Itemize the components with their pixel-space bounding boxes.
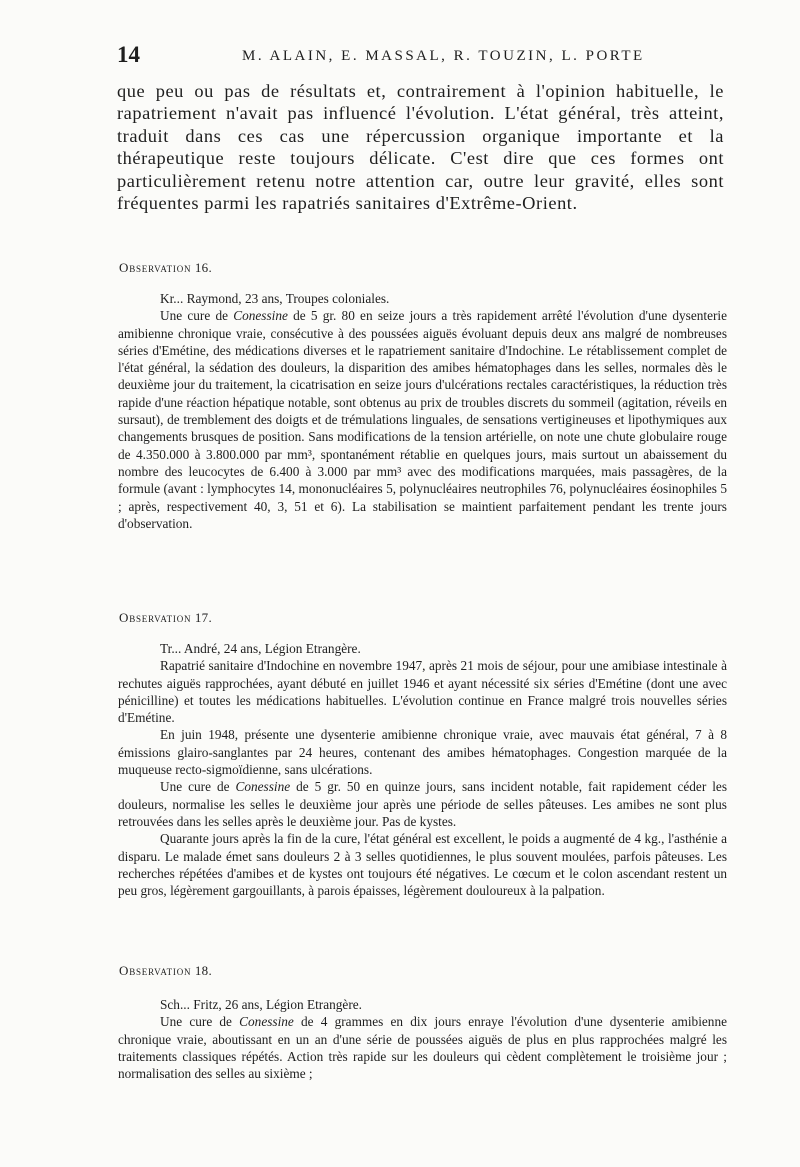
observation-paragraph	[118, 307, 727, 532]
observation-number: 17.	[194, 610, 213, 625]
observation-17-heading	[119, 610, 212, 626]
observation-paragraph	[118, 1013, 727, 1082]
paragraph-text: de 5 gr. 50 en quinze jours, sans incident notable, fait rapidement céder les douleurs, normalise les selles le deuxième jour après une période de selles pâteuses. Les amibes ne sont plus retrouvées dans les selles après le deuxième jour. Pas de kystes.	[118, 779, 727, 829]
drug-name: Conessine	[235, 779, 291, 795]
observation-number: 18.	[194, 963, 213, 978]
observation-paragraph	[118, 726, 727, 778]
page-header	[117, 42, 725, 76]
observation-16-body	[118, 290, 727, 532]
observation-18-heading	[119, 963, 212, 979]
observation-number: 16.	[194, 260, 213, 275]
observation-16-heading	[119, 260, 212, 276]
observation-label: Observation	[119, 963, 192, 978]
paragraph-text: Une cure de	[160, 779, 236, 795]
intro-paragraph: que peu ou pas de résultats et, contrairement à l'opinion habituelle, le rapatriement n'avait pas influencé l'évolution. L'état général, très atteint, traduit dans ces cas une répercussion organique importante et la thérapeutique reste toujours délicate. C'est dire que ces formes ont particulièrement retenu notre attention car, outre leur gravité, elles sont fréquentes parmi les rapatriés sanitaires d'Extrême-Orient.	[117, 81, 724, 214]
observation-18-body	[118, 996, 727, 1082]
observation-label: Observation	[119, 260, 192, 275]
paragraph-text: Une cure de	[160, 308, 234, 324]
patient-line: Tr... André, 24 ans, Légion Etrangère.	[160, 641, 361, 656]
page-number: 14	[117, 42, 140, 67]
paragraph-text: En juin 1948, présente une dysenterie amibienne chronique vraie, avec mauvais état général, 7 à 8 émissions glairo-sanglantes par 24 heures, contenant des amibes hématophages. Congestion marquée de la muqueuse recto-sigmoïdienne, sans ulcérations.	[118, 727, 727, 778]
running-head: M. ALAIN, E. MASSAL, R. TOUZIN, L. PORTE	[242, 48, 645, 64]
drug-name: Conessine	[233, 308, 288, 324]
drug-name: Conessine	[239, 1014, 294, 1030]
patient-line: Kr... Raymond, 23 ans, Troupes coloniales.	[160, 291, 390, 306]
observation-label: Observation	[119, 610, 192, 625]
observation-paragraph	[118, 830, 727, 899]
paragraph-text: de 5 gr. 80 en seize jours a très rapidement arrêté l'évolution d'une dysenterie amibienne chronique vraie, consécutive à des poussées aiguës évoluant depuis deux ans malgré de nombreuses séries d'Emétine, des médications diverses et le rapatriement sanitaire d'Indochine. Le rétablissement complet de l'état général, la sédation des douleurs, la disparition des amibes hématophages dans les selles, normales dès le deuxième jour du traitement, la cicatrisation en seize jours d'ulcérations rectales caractéristiques, la réduction très rapide d'une réaction hépatique notable, sont obtenus au prix de troubles discrets du sommeil (agitation, réveils en sursaut), de tremblement des doigts et de trémulations linguales, de sensations vertigineuses et lipothymiques aux changements brusques de position. Sans modifications de la tension artérielle, on note une chute globulaire rouge de 4.350.000 à 3.800.000 par mm³, spontanément rétablie en quelques jours, mais surtout un abaissement du nombre des leucocytes de 6.400 à 3.000 par mm³ avec des modifications marquées, mais passagères, de la formule (avant : lymphocytes 14, mononucléaires 5, polynucléaires neutrophiles 76, polynucléaires éosinophiles 5 ; après, respectivement 40, 3, 51 et 6). La stabilisation se maintient parfaitement pendant les trente jours d'observation.	[118, 308, 727, 531]
paragraph-text: Une cure de	[160, 1014, 240, 1030]
observation-paragraph	[118, 657, 727, 726]
observation-17-body	[118, 640, 727, 899]
observation-paragraph	[118, 778, 727, 830]
paragraph-text: Quarante jours après la fin de la cure, l'état général est excellent, le poids a augmenté de 4 kg., l'asthénie a disparu. Le malade émet sans douleurs 2 à 3 selles quotidiennes, le plus souvent moulées, parfois pâteuses. Les recherches répétées d'amibes et de kystes ont toujours été négatives. Le cœcum et le colon ascendant restent un peu gros, légèrement gargouillants, à parois épaisses, légèrement douloureux à la palpation.	[118, 831, 727, 899]
patient-line: Sch... Fritz, 26 ans, Légion Etrangère.	[160, 997, 362, 1012]
paragraph-text: Rapatrié sanitaire d'Indochine en novembre 1947, après 21 mois de séjour, pour une amibiase intestinale à rechutes aiguës rapprochées, ayant débuté en juillet 1946 et ayant nécessité six séries d'Emétine (dont une avec pénicilline) et toutes les médications habituelles. L'évolution continue en France malgré trois nouvelles séries d'Emétine.	[118, 658, 727, 726]
paragraph-text: de 4 grammes en dix jours enraye l'évolution d'une dysenterie amibienne chronique vraie, aboutissant en un an d'une série de poussées aiguës de plus en plus rapprochées malgré les traitements classiques répétés. Action très rapide sur les douleurs qui cèdent complètement le troisième jour ; normalisation des selles au sixième ;	[118, 1014, 727, 1082]
